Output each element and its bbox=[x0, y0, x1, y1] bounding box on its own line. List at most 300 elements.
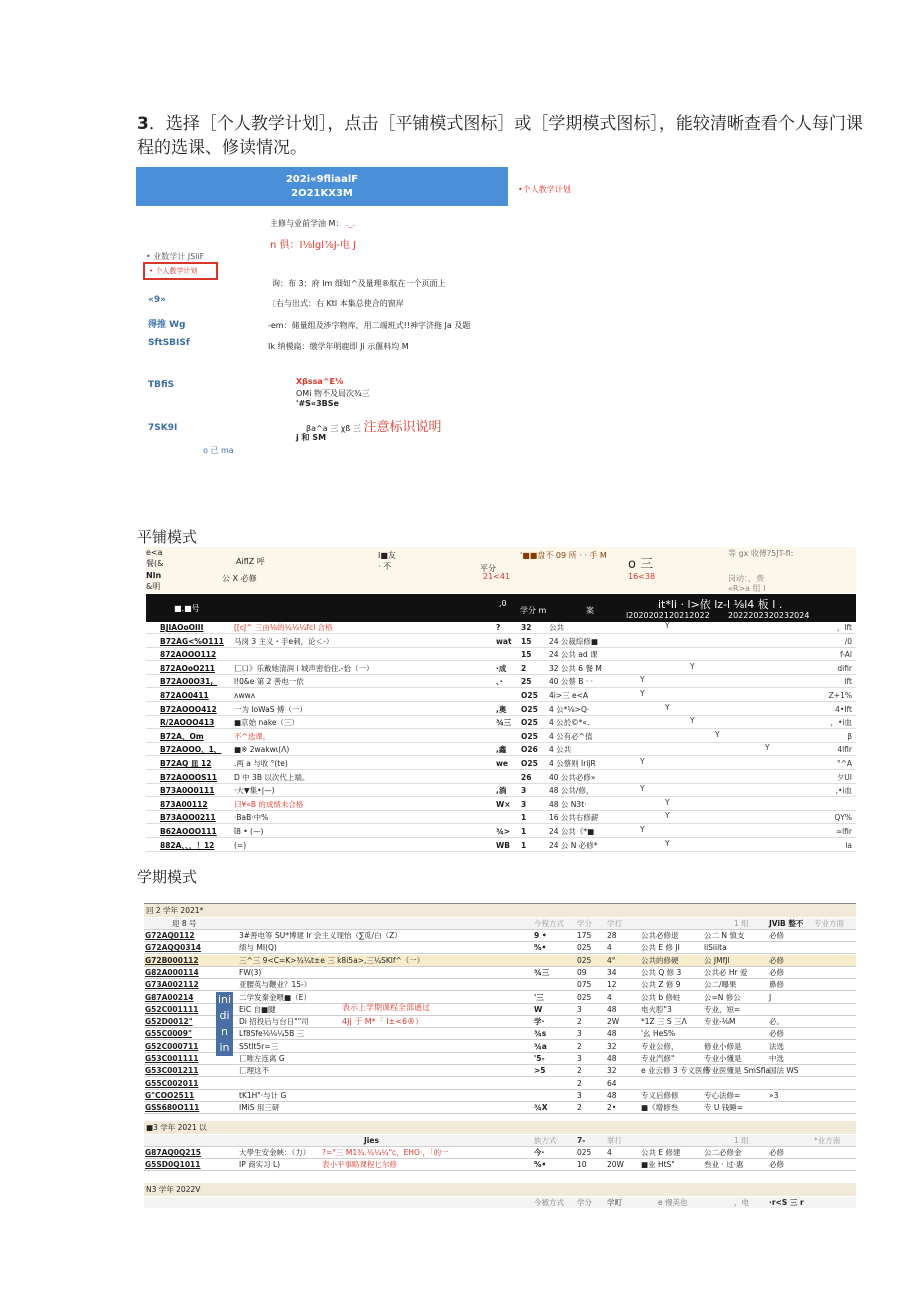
term-mark: Y bbox=[665, 621, 670, 630]
course-credit: 2 bbox=[577, 1041, 582, 1051]
course-code[interactable]: G5SD0Q1011 bbox=[145, 1160, 201, 1169]
course-group: 公共必 Hr 爱 bbox=[704, 967, 748, 977]
course-credit: 3 bbox=[577, 1004, 582, 1014]
course-code[interactable]: B62AOOO111 bbox=[160, 827, 217, 836]
course-mode: 9 • bbox=[534, 931, 547, 940]
tile-course-row[interactable] bbox=[146, 758, 856, 770]
course-name: 一为 IoWaS 傅（一） bbox=[234, 704, 307, 714]
course-name: 匚口》乐戴她清润 i 城声密恰住.-恰（一） bbox=[234, 663, 374, 673]
course-code[interactable]: G87A00214 bbox=[145, 992, 194, 1002]
course-type: 电火腔"3 bbox=[641, 1004, 672, 1014]
tile-course-row[interactable] bbox=[146, 826, 856, 838]
tile-col-type: 案 bbox=[586, 606, 594, 615]
intro-text: ．选择［个人教学计划］，点击［平铺模式图标］或［学期模式图标］，能较清晰查看个人每门课程的选课、修读情况。 bbox=[137, 114, 863, 158]
course-name: FW(3) bbox=[239, 967, 262, 977]
tile-h5: · 不 bbox=[378, 562, 392, 571]
course-name: î8 • (—) bbox=[234, 827, 264, 836]
course-credit: O26 bbox=[521, 745, 538, 755]
course-name: ■※ 2wakwι(Λ) bbox=[234, 745, 290, 755]
legend-line-4: βa^a 三 χß 三 bbox=[306, 424, 361, 433]
sem-header-1 bbox=[144, 918, 856, 930]
course-hours: 4 公共 bbox=[549, 745, 572, 755]
course-type: *1Z 三 S 三Λ bbox=[641, 1017, 687, 1027]
course-group: 专 U 钱睡= bbox=[704, 1103, 744, 1113]
course-hours: 34 bbox=[607, 967, 617, 977]
course-mode: ,淌 bbox=[496, 786, 507, 796]
term-mark: Y bbox=[640, 675, 645, 685]
personal-plan-label: • 个人教学计划 bbox=[149, 267, 198, 275]
sem-course-row[interactable] bbox=[144, 955, 856, 967]
course-name: 曰¥«B 的成绩未合格 bbox=[234, 799, 304, 809]
course-type: 公共 E 修建 bbox=[641, 1148, 681, 1157]
plan-header-bar bbox=[136, 167, 508, 206]
fig-line1: 主修与业前学油 M： bbox=[270, 219, 344, 228]
course-credit: O25 bbox=[521, 731, 538, 741]
course-status: QY% bbox=[834, 813, 852, 823]
course-mode: >5 bbox=[534, 1066, 546, 1076]
sidebar-item-7[interactable]: o 已 ma bbox=[203, 446, 234, 455]
term-mark: Y bbox=[690, 716, 695, 726]
course-group: 公=N 修公 bbox=[704, 992, 741, 1002]
tile-course-row[interactable] bbox=[146, 704, 856, 716]
course-name: tK1H"·与计 G bbox=[239, 1090, 287, 1100]
course-required: 中选 bbox=[769, 1054, 784, 1063]
tile-course-row[interactable] bbox=[146, 690, 856, 702]
course-mode: ·成 bbox=[496, 663, 507, 673]
course-code[interactable]: 873A00112 bbox=[160, 799, 208, 809]
tile-course-row[interactable] bbox=[146, 636, 856, 648]
course-name: (=) bbox=[234, 840, 247, 850]
sidebar-item-2[interactable]: «9» bbox=[148, 295, 166, 305]
course-credit: 1 bbox=[521, 827, 527, 836]
course-hours: 40 公蔡 B · · bbox=[549, 677, 593, 687]
course-credit: 025 bbox=[577, 943, 592, 953]
course-code[interactable]: G72AQ0112 bbox=[145, 931, 195, 940]
course-credit: 09 bbox=[577, 967, 587, 977]
desc-line-3: -em：储量组及涉字物库，用二端班式!!神字济拖 Ja 及题 bbox=[268, 321, 471, 330]
sidebar-item-5[interactable]: TBfiS bbox=[148, 380, 175, 390]
tile-h11: &明 bbox=[146, 582, 161, 591]
course-mode: ? bbox=[496, 623, 501, 632]
course-code[interactable]: B73AOO0211 bbox=[160, 813, 216, 823]
course-type: ■《增修叁 bbox=[641, 1103, 679, 1113]
course-credit: 025 bbox=[577, 955, 592, 965]
course-code[interactable]: B72AOOO412 bbox=[160, 704, 217, 714]
course-group: 专业，短= bbox=[704, 1004, 741, 1014]
course-hours: 24 公共《*■ bbox=[549, 827, 595, 836]
sem-course-row[interactable] bbox=[144, 1016, 856, 1028]
desc-line-1: 询：布 3：府 Im 细如^及量理®航在一个页面上 bbox=[272, 279, 446, 288]
sidebar-item-3[interactable]: 得推 Wg bbox=[148, 320, 186, 330]
course-credit: O25 bbox=[521, 704, 538, 714]
term-mark: Y bbox=[665, 811, 670, 821]
course-credit: 025 bbox=[577, 1148, 592, 1157]
course-mode: ,奥 bbox=[496, 704, 507, 714]
course-name: S5tlt5r=三 bbox=[239, 1041, 279, 1051]
course-required: 必修 bbox=[769, 1160, 784, 1169]
course-type: 专业汽修" bbox=[641, 1054, 675, 1063]
course-hours: 2• bbox=[607, 1103, 617, 1113]
course-code[interactable]: 872AO0411 bbox=[160, 691, 209, 700]
course-name: 亚腰英与鞭业？15-） bbox=[239, 980, 312, 990]
course-credit: 25 bbox=[521, 677, 532, 687]
course-hours: 4° bbox=[607, 955, 616, 965]
course-hours: 16 公共右修薪 bbox=[549, 813, 599, 823]
course-credit: O25 bbox=[521, 691, 538, 700]
tile-h8: o 三 bbox=[628, 557, 654, 572]
course-code[interactable]: B72A、Om bbox=[160, 731, 204, 741]
course-mode: 、· bbox=[496, 677, 503, 687]
course-code[interactable]: G52C001111 bbox=[145, 1004, 199, 1014]
tile-col-credit: 学分 m bbox=[520, 606, 547, 615]
sem-course-row[interactable] bbox=[144, 1041, 856, 1053]
side-icon: in bbox=[216, 1040, 233, 1056]
course-credit: 3 bbox=[577, 1090, 582, 1100]
year-band-3: N3 学年 2022V bbox=[144, 1183, 856, 1196]
tile-h4: I■友 bbox=[378, 551, 396, 560]
legend-line-1: Xβssa^E⅛ bbox=[296, 377, 344, 386]
tile-h6: 平分 bbox=[480, 564, 496, 573]
tile-course-row[interactable] bbox=[146, 812, 856, 824]
course-code[interactable]: G53C001111 bbox=[145, 1054, 199, 1063]
tile-course-row[interactable] bbox=[146, 622, 856, 634]
course-code[interactable]: G82A000114 bbox=[145, 967, 199, 977]
course-note: ?=°三 M1¾.¼¼¼"c，EHO·，「的一 bbox=[322, 1148, 449, 1157]
course-hours: 4 bbox=[607, 992, 612, 1002]
tile-col-year1: l2020202120212022 bbox=[626, 611, 710, 620]
tile-mode-title: 平铺模式 bbox=[137, 528, 198, 546]
course-credit: 26 bbox=[521, 772, 532, 782]
course-credit: 2 bbox=[521, 663, 527, 673]
course-code[interactable]: B72AQ 皿 12 bbox=[160, 759, 212, 768]
semester-table bbox=[144, 903, 856, 1209]
side-icon: n bbox=[216, 1024, 233, 1040]
course-code[interactable]: G87AQ0Q215 bbox=[145, 1148, 202, 1157]
course-code[interactable]: G72B000112 bbox=[145, 955, 199, 965]
course-mode: W× bbox=[496, 799, 511, 809]
course-hours: 公共 bbox=[549, 623, 564, 632]
course-type: 公共的修硬 bbox=[641, 955, 679, 965]
course-code[interactable]: R/2AOOO413 bbox=[160, 718, 215, 728]
course-name: 绩与 MI(Q) bbox=[239, 943, 277, 953]
tile-col-code: ■.■号 bbox=[174, 604, 200, 613]
bar-note: •个人教学计划 bbox=[518, 185, 571, 194]
term-mark: Y bbox=[640, 825, 645, 834]
tile-h9: 等 gx 收傅?5JT-fl: bbox=[728, 549, 794, 558]
course-type: ■业 HtS" bbox=[641, 1160, 675, 1169]
course-credit: O25 bbox=[521, 718, 538, 728]
course-hours: 4 bbox=[607, 1148, 612, 1157]
semester-mode-title: 学期模式 bbox=[137, 868, 198, 886]
course-hours: 2W bbox=[607, 1017, 620, 1027]
course-hours: 4i>三 e<A bbox=[549, 691, 589, 700]
course-name: IP 商实习 L) bbox=[239, 1160, 281, 1169]
term-mark: Y bbox=[690, 661, 695, 671]
course-status: °^A bbox=[836, 759, 852, 768]
course-name: 马岗 3 主义・手e刺，论＜-） bbox=[234, 636, 334, 646]
course-code[interactable]: G72AQQ0314 bbox=[145, 943, 202, 953]
hdr3-req: ·r<S 三 r bbox=[769, 1198, 804, 1207]
course-name: Lf8Sfe⅛⅛¼5B 三 bbox=[239, 1029, 305, 1039]
course-status: β bbox=[847, 731, 852, 741]
course-code[interactable]: G55C002011 bbox=[145, 1078, 199, 1088]
course-code[interactable]: G73A002112 bbox=[145, 980, 199, 990]
course-name: IMiS 用三研 bbox=[239, 1103, 280, 1113]
course-required: 必修 bbox=[769, 967, 784, 977]
tile-course-row[interactable] bbox=[146, 799, 856, 811]
course-code[interactable]: B72AO0O31,_ bbox=[160, 677, 217, 687]
course-code[interactable]: BJIAOoOIII bbox=[160, 623, 204, 632]
term-mark: Y bbox=[640, 689, 645, 698]
course-name: ·大▼集•|—) bbox=[234, 786, 275, 796]
sidebar-item-major-plan[interactable]: • 业数学计 JSiiF bbox=[146, 252, 205, 261]
hdr2-hours: 掌打 bbox=[607, 1136, 622, 1145]
course-name: 匚理这不 bbox=[239, 1066, 269, 1076]
sem-header-2 bbox=[144, 1135, 856, 1147]
course-group: 专业小懂是 bbox=[704, 1054, 742, 1063]
course-credit: 175 bbox=[577, 931, 592, 940]
course-name: l!0&e 第 2 善电一依 bbox=[234, 677, 304, 687]
legend-note: 注意标识说明 bbox=[363, 420, 442, 435]
course-mode: ¾三 bbox=[496, 718, 512, 728]
sem-course-row[interactable] bbox=[144, 967, 856, 979]
course-mode: 学· bbox=[534, 1017, 545, 1027]
sidebar-item-personal-plan[interactable] bbox=[143, 262, 218, 280]
course-group: liSiiita bbox=[704, 943, 727, 953]
course-required: 必。 bbox=[769, 1017, 784, 1027]
hdr2-group: 1 组 bbox=[734, 1136, 749, 1145]
course-credit: 15 bbox=[521, 636, 532, 646]
course-hours: 48 bbox=[607, 1029, 617, 1039]
course-code[interactable]: G"COO2511 bbox=[145, 1090, 195, 1100]
sem-course-row[interactable] bbox=[144, 942, 856, 954]
tile-course-row[interactable] bbox=[146, 649, 856, 661]
course-status: /0 bbox=[844, 636, 852, 646]
course-code[interactable]: 872AOOO112 bbox=[160, 650, 217, 660]
sem-course-row[interactable] bbox=[144, 930, 856, 942]
desc-line-4: Ik 纳模扁：缴学年明鹿即 Ji 示偃料均 M bbox=[268, 342, 409, 351]
course-status: 夕UI bbox=[836, 772, 852, 782]
sem-course-row[interactable] bbox=[144, 1159, 856, 1171]
course-code[interactable]: 882A、、，！12 bbox=[160, 840, 215, 850]
hdr1-group: 1 组 bbox=[734, 919, 749, 928]
sem-course-row[interactable] bbox=[144, 1053, 856, 1065]
course-credit: 075 bbox=[577, 980, 592, 990]
course-status: ≈lfir bbox=[835, 827, 852, 836]
sem-course-row[interactable] bbox=[144, 979, 856, 991]
course-required: 法选 bbox=[769, 1041, 784, 1051]
hdr3-type: e 慢美也 bbox=[658, 1198, 688, 1207]
tile-h1: e<a bbox=[146, 548, 163, 557]
course-code[interactable]: G52D0012" bbox=[145, 1017, 193, 1027]
course-hours: 32 bbox=[607, 1066, 617, 1076]
tile-course-row[interactable] bbox=[146, 663, 856, 675]
course-code[interactable]: G55C0009" bbox=[145, 1029, 192, 1039]
term-mark: Y bbox=[665, 797, 670, 807]
sidebar-item-6[interactable]: 7SK9I bbox=[148, 423, 178, 433]
tile-h3: AiflZ 呼 bbox=[236, 557, 265, 566]
course-group: 公二/曝果 bbox=[704, 980, 737, 990]
course-hours: 64 bbox=[607, 1078, 617, 1088]
tile-h7: '■■盘不 09 所 · · 手 M bbox=[520, 551, 607, 560]
course-hours: 48 公 N3t· bbox=[549, 799, 587, 809]
legend-line-2: OMi 物不及局次¾三 bbox=[296, 389, 370, 398]
course-hours: 24 公 N 必修* bbox=[549, 840, 598, 850]
course-credit: 15 bbox=[521, 650, 532, 660]
course-credit: 2 bbox=[577, 1103, 582, 1113]
course-credit: 3 bbox=[577, 1054, 582, 1063]
course-credit: 32 bbox=[521, 623, 532, 632]
course-credit: 3 bbox=[521, 799, 527, 809]
bar-title: 202i«9fliaalF bbox=[285, 174, 359, 185]
sem-course-row[interactable] bbox=[144, 1078, 856, 1090]
course-status: ，lft bbox=[836, 623, 852, 632]
course-code[interactable]: B72AOOO、1、 bbox=[160, 745, 222, 755]
fig-line1b: ._. bbox=[346, 219, 356, 228]
course-mode: %• bbox=[534, 943, 547, 953]
hdr1-credit: 学分 bbox=[577, 919, 592, 928]
course-type: 公共 b 修蛀 bbox=[641, 992, 681, 1002]
course-credit: 1 bbox=[521, 813, 527, 823]
tile-col-mode: ,0 bbox=[499, 599, 507, 608]
course-hours: 12 bbox=[607, 980, 617, 990]
course-note: 表小平事略课程匕尔修 bbox=[322, 1160, 397, 1169]
course-credit: 2 bbox=[577, 1078, 582, 1088]
tile-h16: «R>a 组 I bbox=[728, 584, 766, 593]
course-name: 二学发秦金喂■（E） bbox=[239, 992, 311, 1002]
sem-course-row[interactable] bbox=[144, 1147, 856, 1159]
bar-subtitle: 2O21KX3M bbox=[291, 188, 353, 199]
course-credit: 2 bbox=[577, 1017, 582, 1027]
term-mark: Y bbox=[640, 784, 645, 794]
tile-course-row[interactable] bbox=[146, 717, 856, 729]
course-hours: 48 bbox=[607, 1090, 617, 1100]
tile-course-row[interactable] bbox=[146, 731, 856, 743]
hdr2-name: Jies bbox=[364, 1136, 379, 1145]
course-code[interactable]: G52C000711 bbox=[145, 1041, 199, 1051]
tile-h15: 岗动：，费 bbox=[728, 574, 764, 583]
course-credit: 3 bbox=[521, 786, 527, 796]
course-name: 大學生安金峡：（力） bbox=[239, 1148, 311, 1157]
fig-line2: n 俱：I⅛lgl⅞J-电 J bbox=[270, 240, 357, 251]
tile-h10: Nln bbox=[146, 571, 162, 580]
tile-course-row[interactable] bbox=[146, 785, 856, 797]
course-name: 不^选课， bbox=[234, 731, 271, 741]
tile-h12: 公 X 必修 bbox=[222, 574, 257, 583]
legend-line-3: '#S«3BSe bbox=[296, 399, 339, 408]
year-band-1: 回 2 学年 2021* bbox=[144, 904, 856, 917]
tile-col-terms: it*li · l>依 lz-l ⅛l4 板 l . bbox=[658, 598, 783, 611]
course-mode: ,鑫 bbox=[496, 745, 507, 755]
course-name: .两 a 与收 °(te) bbox=[234, 759, 288, 768]
course-hours: 4 公於©*«. bbox=[549, 718, 590, 728]
course-code[interactable]: 872AOoO211 bbox=[160, 663, 216, 673]
hdr1-hours: 学打 bbox=[607, 919, 622, 928]
tile-column-header bbox=[146, 594, 856, 622]
sidebar-item-4[interactable]: SftSBISf bbox=[148, 338, 190, 348]
course-hours: 20W bbox=[607, 1160, 624, 1169]
term-mark: Y bbox=[765, 743, 770, 753]
course-group: 专业-⅛M bbox=[704, 1017, 736, 1027]
sem-note-red-2: 4Jj 于 M*「 I±<6®） bbox=[342, 1017, 424, 1026]
tile-col-year2: 2022202320232024 bbox=[728, 611, 810, 620]
tile-course-row[interactable] bbox=[146, 676, 856, 688]
hdr1-req: JViB 整不 bbox=[769, 919, 804, 928]
course-status: ，•i血 bbox=[830, 718, 852, 728]
course-type: 公共必修退 bbox=[641, 931, 679, 940]
course-name: D 中 3B 以次代上端。 bbox=[234, 772, 310, 782]
course-mode: ¾a bbox=[534, 1041, 547, 1051]
side-icon: ini bbox=[217, 993, 232, 1006]
course-group: 叁业 · 过·惠 bbox=[704, 1160, 744, 1169]
course-mode: %• bbox=[534, 1160, 547, 1169]
sem-course-row[interactable] bbox=[144, 1065, 856, 1077]
course-required: 必修 bbox=[769, 1029, 784, 1039]
course-group: 修业小修是 bbox=[704, 1041, 742, 1051]
tile-h2: 餐(& bbox=[146, 559, 164, 568]
course-name: 3#善电等 SU*博建 Ir 会主义现怡（∑觅/白（Z） bbox=[239, 931, 402, 940]
desc-line-2: 〔右与出式：右 Ktl 本集总使合的窗岸 bbox=[268, 299, 404, 308]
course-hours: 24 公裁综修■ bbox=[549, 636, 599, 646]
course-hours: 48 公共/修， bbox=[549, 786, 594, 796]
course-code[interactable]: G53C001211 bbox=[145, 1066, 199, 1076]
course-credit: 1 bbox=[521, 840, 527, 850]
course-status: 4•Ift bbox=[835, 704, 852, 714]
course-hours: 48 bbox=[607, 1004, 617, 1014]
course-name: [[cJ^ 三由⅛的¼¼¼fcl 合格 bbox=[234, 623, 333, 632]
term-mark: Y bbox=[665, 702, 670, 712]
course-mode: '5- bbox=[534, 1054, 545, 1063]
course-mode: W bbox=[534, 1004, 543, 1014]
tile-course-row[interactable] bbox=[146, 744, 856, 756]
course-code[interactable]: B72AG<%O111 bbox=[160, 636, 224, 646]
course-hours: 32 bbox=[607, 1041, 617, 1051]
sem-course-row[interactable] bbox=[144, 992, 856, 1004]
course-required: 鼻修 bbox=[769, 980, 784, 990]
hdr3-hours: 学町 bbox=[607, 1198, 622, 1207]
course-group: 专心法修= bbox=[704, 1090, 741, 1100]
tile-h13: 21<41 bbox=[483, 572, 511, 581]
course-status: lft bbox=[844, 677, 852, 687]
course-required: »3 bbox=[769, 1090, 779, 1100]
sem-course-row[interactable] bbox=[144, 1028, 856, 1040]
hdr2-credit: 7- bbox=[577, 1136, 586, 1145]
intro-paragraph bbox=[137, 112, 867, 160]
sem-header-3 bbox=[144, 1197, 856, 1208]
course-status: ,•i血 bbox=[835, 786, 852, 796]
sem-note-red-1: 表示上学期课程全部通过 bbox=[342, 1003, 430, 1012]
course-code[interactable]: GSS680O111 bbox=[145, 1103, 200, 1113]
course-type: 专义后修修 bbox=[641, 1090, 679, 1100]
course-mode: '三 bbox=[534, 992, 544, 1002]
course-hours: 32 公共 6 餐 M bbox=[549, 663, 602, 673]
course-hours: 48 bbox=[607, 1054, 617, 1063]
course-code[interactable]: B72AOOOS11 bbox=[160, 772, 217, 782]
sem-course-row[interactable] bbox=[144, 1090, 856, 1102]
tile-course-row[interactable] bbox=[146, 772, 856, 784]
sem-course-row[interactable] bbox=[144, 1102, 856, 1114]
tile-course-row[interactable] bbox=[146, 840, 856, 852]
course-hours: 4 公蔡则 IrijR bbox=[549, 759, 596, 768]
course-hours: 4 bbox=[607, 943, 612, 953]
legend-line-5: j 和 SM bbox=[296, 433, 327, 442]
course-credit: 3 bbox=[577, 1029, 582, 1039]
course-code[interactable]: B73A0O0111 bbox=[160, 786, 215, 796]
sem-course-row[interactable] bbox=[144, 1004, 856, 1016]
course-required: J bbox=[769, 992, 772, 1002]
course-required: 国法 WS bbox=[769, 1066, 799, 1076]
course-status: f-Al bbox=[840, 650, 852, 660]
